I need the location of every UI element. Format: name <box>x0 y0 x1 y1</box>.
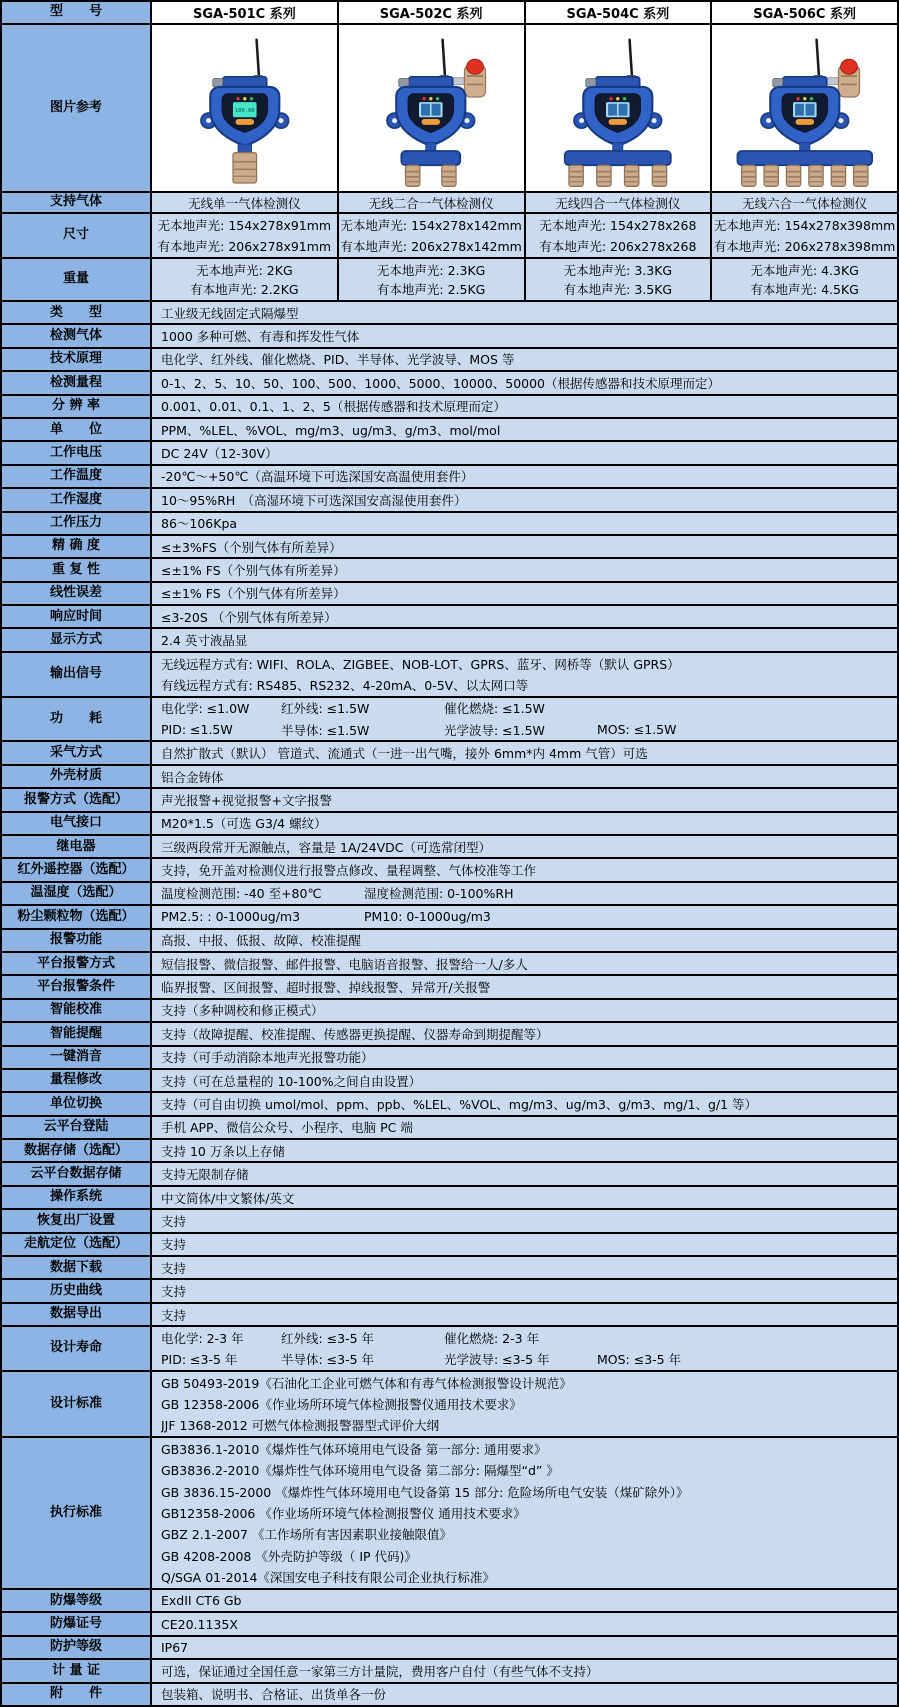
spec-row <box>2 998 897 1021</box>
row-label: 走航定位（选配） <box>2 1234 150 1255</box>
product-cell <box>524 193 711 212</box>
value-line: GB 12358-2006《作业场所环境气体检测报警仪通用技术要求》 <box>161 1397 522 1413</box>
row-value <box>150 466 897 487</box>
row-value <box>150 930 897 951</box>
value-line: M20*1.5（可选 G3/4 螺纹） <box>161 816 327 832</box>
spec-row <box>2 881 897 904</box>
spec-row <box>2 1021 897 1044</box>
value-line: Q/SGA 01-2014《深国安电子科技有限公司企业执行标准》 <box>161 1570 495 1586</box>
spec-row <box>2 1161 897 1184</box>
value-segment: 电化学: 2-3 年 <box>161 1330 244 1346</box>
row-value <box>150 1257 897 1278</box>
row-value <box>150 419 897 440</box>
row-value <box>150 953 897 974</box>
value-line: GB 4208-2008 《外壳防护等级（ IP 代码)》 <box>161 1548 417 1564</box>
value-segment: 红外线: ≤1.5W <box>281 701 370 717</box>
value-line: 手机 APP、微信公众号、小程序、电脑 PC 端 <box>161 1120 413 1136</box>
row-value <box>150 789 897 810</box>
spec-row <box>2 1325 897 1370</box>
value-line: 支持，免开盖对检测仪进行报警点修改、量程调整、气体校准等工作 <box>161 863 537 879</box>
value-line: 支持（多种调校和修正模式） <box>161 1003 324 1019</box>
value-line: -20℃～+50℃（高温环境下可选深国安高温使用套件） <box>161 469 474 485</box>
value-line: 临界报警、区间报警、超时报警、掉线报警、异常开/关报警 <box>161 980 491 996</box>
product-cell <box>524 259 711 300</box>
sga-502c-detector-image <box>355 25 507 191</box>
spec-row <box>2 651 897 696</box>
product-cell <box>524 214 711 257</box>
spec-row <box>2 604 897 627</box>
value-line: 支持（可自由切换 umol/mol、ppm、ppb、%LEL、%VOL、mg/m3、ug/m3、g/m3、mg/1、g/1 等） <box>161 1097 758 1112</box>
value-segment: PID: ≤3-5 年 <box>161 1352 238 1368</box>
row-value <box>150 1000 897 1021</box>
product-cell-line: 无线单一气体检测仪 <box>188 195 301 211</box>
value-segment: 电化学: ≤1.0W <box>161 701 250 717</box>
value-segment: 催化燃烧: ≤1.5W <box>444 701 545 717</box>
row-value <box>150 1047 897 1068</box>
row-label: 尺寸 <box>2 214 150 257</box>
value-line: CE20.1135X <box>161 1616 238 1632</box>
row-label: 平台报警方式 <box>2 953 150 974</box>
spec-row <box>2 1068 897 1091</box>
row-label: 智能校准 <box>2 1000 150 1021</box>
product-cell-line: 有本地声光: 2.2KG <box>190 282 299 298</box>
value-line: 支持（故障提醒、校准提醒、传感器更换提醒、仪器寿命到期提醒等） <box>161 1026 549 1042</box>
row-label: 量程修改 <box>2 1070 150 1091</box>
product-cell-line: 无本地声光: 4.3KG <box>750 262 859 278</box>
model-header-0: SGA-501C 系列 <box>150 2 337 23</box>
value-line: GB 3836.15-2000 《爆炸性气体环境用电气设备第 15 部分: 危险场所电气安装（煤矿除外）》 <box>161 1484 689 1500</box>
row-label: 工作电压 <box>2 442 150 463</box>
product-cell-line: 有本地声光: 206x278x142mm <box>340 238 522 254</box>
spec-row <box>2 464 897 487</box>
spec-row <box>2 1682 897 1705</box>
row-label: 继电器 <box>2 836 150 857</box>
value-line: ≤±1% FS（个别气体有所差异） <box>161 562 346 578</box>
row-value <box>150 1234 897 1255</box>
row-label: 平台报警条件 <box>2 976 150 997</box>
row-value <box>150 883 897 904</box>
row-label: 数据导出 <box>2 1304 150 1325</box>
spec-row <box>2 696 897 741</box>
value-line: 86～106Kpa <box>161 516 238 532</box>
value-segment: MOS: ≤1.5W <box>597 722 677 738</box>
value-line: 支持（可手动消除本地声光报警功能） <box>161 1050 374 1066</box>
product-cell-line: 无本地声光: 2.3KG <box>376 262 486 278</box>
image-cell-3 <box>710 25 897 191</box>
row-label: 报警方式（选配） <box>2 789 150 810</box>
row-value <box>150 1187 897 1208</box>
spec-row <box>2 557 897 580</box>
image-row <box>2 23 897 191</box>
spec-row <box>2 787 897 810</box>
spec-row <box>2 1635 897 1658</box>
row-label: 工作湿度 <box>2 489 150 510</box>
product-cell-line: 无本地声光: 154x278x268 <box>539 218 697 234</box>
value-line: 短信报警、微信报警、邮件报警、电脑语音报警、报警给一人/多人 <box>161 956 528 972</box>
spec-row <box>2 440 897 463</box>
product-cell-line: 有本地声光: 2.5KG <box>376 282 486 298</box>
row-value <box>150 489 897 510</box>
row-label: 检测量程 <box>2 372 150 393</box>
spec-row <box>2 764 897 787</box>
product-cell-line: 无线六合一气体检测仪 <box>742 195 868 211</box>
row-value <box>150 742 897 763</box>
spec-row <box>2 1138 897 1161</box>
product-cell <box>337 214 524 257</box>
value-segment: 光学波导: ≤1.5W <box>444 722 545 738</box>
spec-row <box>2 974 897 997</box>
spec-row <box>2 417 897 440</box>
spec-row <box>2 627 897 650</box>
row-label: 一键消音 <box>2 1047 150 1068</box>
row-label: 线性误差 <box>2 583 150 604</box>
product-cell <box>710 214 897 257</box>
row-value <box>150 1140 897 1161</box>
value-line <box>161 719 897 740</box>
row-label: 数据下载 <box>2 1257 150 1278</box>
row-label: 类 型 <box>2 302 150 323</box>
spec-row <box>2 904 897 927</box>
value-line: PPM、%LEL、%VOL、mg/m3、ug/m3、g/m3、mol/mol <box>161 422 501 438</box>
value-line <box>161 698 897 719</box>
spec-row <box>2 1658 897 1681</box>
row-label: 单 位 <box>2 419 150 440</box>
header-row <box>2 2 897 23</box>
product-cell-line: 无本地声光: 3.3KG <box>563 262 673 278</box>
row-value <box>150 836 897 857</box>
product-cell <box>337 259 524 300</box>
value-line: GBZ 2.1-2007 《工作场所有害因素职业接触限值》 <box>161 1527 452 1543</box>
product-cell <box>710 193 897 212</box>
row-label: 报警功能 <box>2 930 150 951</box>
value-line: 支持 <box>161 1260 187 1276</box>
row-value <box>150 698 897 741</box>
row-value <box>150 606 897 627</box>
value-line: ≤±3%FS（个别气体有所差异） <box>161 539 342 555</box>
spec-row <box>2 1302 897 1325</box>
value-line: 自然扩散式（默认） 管道式、流通式（一进一出气嘴，接外 6mm*内 4mm 气管）可选 <box>161 746 648 762</box>
value-line: ≤±1% FS（个别气体有所差异） <box>161 586 346 602</box>
row-label: 功 耗 <box>2 698 150 741</box>
spec-row <box>2 1091 897 1114</box>
value-line: GB3836.2-2010《爆炸性气体环境用电气设备 第二部分: 隔爆型“d” 》 <box>161 1463 559 1479</box>
row-label: 响应时间 <box>2 606 150 627</box>
value-line: 高报、中报、低报、故障、校准提醒 <box>161 933 362 949</box>
product-cell <box>710 259 897 300</box>
row-label: 重量 <box>2 259 150 300</box>
row-value <box>150 325 897 346</box>
product-cell-line: 有本地声光: 206x278x398mm <box>713 238 896 254</box>
value-line: 无线远程方式有: WIFI、ROLA、ZIGBEE、NOB-LOT、GPRS、蓝牙、网桥等（默认 GPRS） <box>161 656 680 672</box>
row-value <box>150 859 897 880</box>
value-segment: 光学波导: ≤3-5 年 <box>444 1352 550 1368</box>
model-header-3: SGA-506C 系列 <box>710 2 897 23</box>
row-label: 电气接口 <box>2 813 150 834</box>
value-segment: PID: ≤1.5W <box>161 722 233 738</box>
product-row-gas <box>2 191 897 212</box>
spec-row <box>2 347 897 370</box>
value-line: 支持（可在总量程的 10-100%之间自由设置） <box>161 1073 422 1089</box>
product-cell-line: 无本地声光: 2KG <box>196 262 293 278</box>
product-cell-line: 无本地声光: 154x278x91mm <box>157 218 332 234</box>
value-line: 电化学、红外线、催化燃烧、PID、半导体、光学波导、MOS 等 <box>161 352 515 368</box>
value-line <box>161 1327 897 1348</box>
value-segment: 半导体: ≤1.5W <box>281 722 370 738</box>
row-value <box>150 396 897 417</box>
value-line <box>161 906 897 927</box>
model-header-1: SGA-502C 系列 <box>337 2 524 23</box>
row-label: 粉尘颗粒物（选配） <box>2 906 150 927</box>
spec-row <box>2 1255 897 1278</box>
row-label: 设计寿命 <box>2 1327 150 1370</box>
spec-row <box>2 811 897 834</box>
value-line: ≤3-20S （个别气体有所差异） <box>161 609 337 625</box>
spec-row <box>2 1045 897 1068</box>
row-label: 红外遥控器（选配） <box>2 859 150 880</box>
row-value <box>150 653 897 696</box>
row-label: 单位切换 <box>2 1093 150 1114</box>
row-label: 历史曲线 <box>2 1280 150 1301</box>
row-value <box>150 1613 897 1634</box>
value-line: 支持 <box>161 1284 187 1300</box>
spec-row <box>2 511 897 534</box>
sga-504c-detector-image <box>542 25 694 191</box>
product-cell-line: 有本地声光: 3.5KG <box>563 282 673 298</box>
model-header-2: SGA-504C 系列 <box>524 2 711 23</box>
row-label-model: 型 号 <box>2 2 150 23</box>
row-label: 操作系统 <box>2 1187 150 1208</box>
spec-row <box>2 1115 897 1138</box>
row-value <box>150 513 897 534</box>
row-label: 执行标准 <box>2 1438 150 1588</box>
value-line: 1000 多种可燃、有毒和挥发性气体 <box>161 329 360 345</box>
row-value <box>150 1372 897 1436</box>
value-line: 支持 <box>161 1307 187 1323</box>
value-line: 有线远程方式有: RS485、RS232、4-20mA、0-5V、以太网口等 <box>161 677 529 693</box>
spec-row <box>2 1588 897 1611</box>
spec-row <box>2 740 897 763</box>
row-label: 温湿度（选配） <box>2 883 150 904</box>
svg-text:100.00: 100.00 <box>234 108 255 115</box>
row-label: 支持气体 <box>2 193 150 212</box>
value-line: 支持 <box>161 1237 187 1253</box>
value-segment: 红外线: ≤3-5 年 <box>281 1330 375 1346</box>
image-cell-1 <box>337 25 524 191</box>
value-line: 可选，保证通过全国任意一家第三方计量院，费用客户自付（有些气体不支持） <box>161 1663 599 1679</box>
row-value <box>150 1637 897 1658</box>
value-segment: PM10: 0-1000ug/m3 <box>364 909 491 925</box>
row-value <box>150 1660 897 1681</box>
product-cell-line: 无线二合一气体检测仪 <box>368 195 494 211</box>
row-value <box>150 1070 897 1091</box>
value-line: GB 50493-2019《石油化工企业可燃气体和有毒气体检测报警设计规范》 <box>161 1375 572 1391</box>
row-label: 智能提醒 <box>2 1023 150 1044</box>
row-label: 显示方式 <box>2 629 150 650</box>
row-value <box>150 1684 897 1705</box>
row-label: 工作压力 <box>2 513 150 534</box>
row-label: 防爆证号 <box>2 1613 150 1634</box>
row-value <box>150 536 897 557</box>
row-label: 采气方式 <box>2 742 150 763</box>
row-value <box>150 766 897 787</box>
value-line: 2.4 英寸液晶显 <box>161 633 248 649</box>
value-segment: PM2.5: : 0-1000ug/m3 <box>161 909 301 925</box>
value-line: ExdII CT6 Gb <box>161 1593 242 1609</box>
sga-501c-detector-image <box>169 25 321 191</box>
product-row-dim <box>2 212 897 257</box>
product-row-weight <box>2 257 897 300</box>
value-line: 包装箱、说明书、合格证、出货单各一份 <box>161 1687 387 1703</box>
row-label-images: 图片参考 <box>2 25 150 191</box>
product-cell <box>337 193 524 212</box>
product-cell <box>150 193 337 212</box>
row-value <box>150 1023 897 1044</box>
value-segment: MOS: ≤3-5 年 <box>597 1352 682 1368</box>
spec-row <box>2 394 897 417</box>
row-label: 云平台数据存储 <box>2 1163 150 1184</box>
row-label: 数据存储（选配） <box>2 1140 150 1161</box>
value-segment: 湿度检测范围: 0-100%RH <box>364 886 514 902</box>
spec-row <box>2 1208 897 1231</box>
row-label: 附 件 <box>2 1684 150 1705</box>
row-value <box>150 372 897 393</box>
row-value <box>150 1163 897 1184</box>
spec-row <box>2 1370 897 1436</box>
value-line: 支持 <box>161 1213 187 1229</box>
value-line: JJF 1368-2012 可燃气体检测报警器型式评价大纲 <box>161 1418 440 1434</box>
product-cell-line: 有本地声光: 4.5KG <box>750 282 859 298</box>
row-value <box>150 1117 897 1138</box>
product-cell <box>150 259 337 300</box>
row-label: 工作温度 <box>2 466 150 487</box>
row-value <box>150 349 897 370</box>
value-segment: 催化燃烧: 2-3 年 <box>444 1330 540 1346</box>
spec-row <box>2 1278 897 1301</box>
sga-506c-detector-image <box>729 25 881 191</box>
row-label: 恢复出厂设置 <box>2 1210 150 1231</box>
product-cell-line: 有本地声光: 206x278x91mm <box>157 238 332 254</box>
row-label: 设计标准 <box>2 1372 150 1436</box>
value-line: IP67 <box>161 1639 189 1655</box>
product-cell-line: 有本地声光: 206x278x268 <box>539 238 697 254</box>
value-line: 10～95%RH （高湿环境下可选深国安高湿使用套件） <box>161 492 467 508</box>
row-label: 输出信号 <box>2 653 150 696</box>
row-value <box>150 1304 897 1325</box>
value-line: 0.001、0.01、0.1、1、2、5（根据传感器和技术原理而定） <box>161 399 506 415</box>
spec-row <box>2 1611 897 1634</box>
product-cell-line: 无线四合一气体检测仪 <box>555 195 681 211</box>
value-line: 三级两段常开无源触点，容量是 1A/24VDC（可选常闭型） <box>161 839 491 855</box>
value-line: GB3836.1-2010《爆炸性气体环境用电气设备 第一部分: 通用要求》 <box>161 1441 547 1457</box>
spec-row <box>2 1232 897 1255</box>
row-value <box>150 1210 897 1231</box>
spec-row <box>2 300 897 323</box>
spec-row <box>2 581 897 604</box>
row-label: 外壳材质 <box>2 766 150 787</box>
value-line: 支持无限制存储 <box>161 1167 249 1183</box>
row-value <box>150 1280 897 1301</box>
row-value <box>150 906 897 927</box>
spec-row <box>2 857 897 880</box>
image-cell-2 <box>524 25 711 191</box>
value-line: 0-1、2、5、10、50、100、500、1000、5000、10000、50000（根据传感器和技术原理而定） <box>161 375 721 391</box>
product-cell <box>150 214 337 257</box>
row-label: 重 复 性 <box>2 559 150 580</box>
row-value <box>150 583 897 604</box>
spec-row <box>2 951 897 974</box>
image-cell-0 <box>150 25 337 191</box>
row-value <box>150 559 897 580</box>
value-segment: 温度检测范围: -40 至+80℃ <box>161 886 322 902</box>
value-line: GB12358-2006 《作业场所环境气体检测报警仪 通用技术要求》 <box>161 1506 526 1522</box>
spec-row <box>2 834 897 857</box>
value-line: 铝合金铸体 <box>161 769 224 785</box>
row-value <box>150 1590 897 1611</box>
value-line: 工业级无线固定式隔爆型 <box>161 305 299 321</box>
spec-row <box>2 928 897 951</box>
row-label: 防爆等级 <box>2 1590 150 1611</box>
value-line <box>161 883 897 904</box>
value-line <box>161 1349 897 1370</box>
row-value <box>150 1327 897 1370</box>
row-value <box>150 442 897 463</box>
value-segment: 半导体: ≤3-5 年 <box>281 1352 375 1368</box>
row-label: 检测气体 <box>2 325 150 346</box>
product-cell-line: 无本地声光: 154x278x142mm <box>340 218 522 234</box>
row-label: 分 辨 率 <box>2 396 150 417</box>
row-value <box>150 813 897 834</box>
row-value <box>150 629 897 650</box>
row-label: 技术原理 <box>2 349 150 370</box>
product-cell-line: 无本地声光: 154x278x398mm <box>713 218 896 234</box>
spec-row <box>2 1436 897 1588</box>
spec-row <box>2 487 897 510</box>
row-value <box>150 1438 897 1588</box>
row-value <box>150 976 897 997</box>
row-label: 精 确 度 <box>2 536 150 557</box>
row-value <box>150 1093 897 1114</box>
value-line: 中文简体/中文繁体/英文 <box>161 1190 295 1206</box>
value-line: 声光报警+视觉报警+文字报警 <box>161 792 332 808</box>
spec-row <box>2 1185 897 1208</box>
value-line: DC 24V（12-30V） <box>161 446 278 462</box>
row-label: 计 量 证 <box>2 1660 150 1681</box>
value-line: 支持 10 万条以上存储 <box>161 1143 285 1159</box>
spec-row <box>2 370 897 393</box>
row-label: 云平台登陆 <box>2 1117 150 1138</box>
row-value <box>150 302 897 323</box>
spec-row <box>2 323 897 346</box>
spec-row <box>2 534 897 557</box>
row-label: 防护等级 <box>2 1637 150 1658</box>
